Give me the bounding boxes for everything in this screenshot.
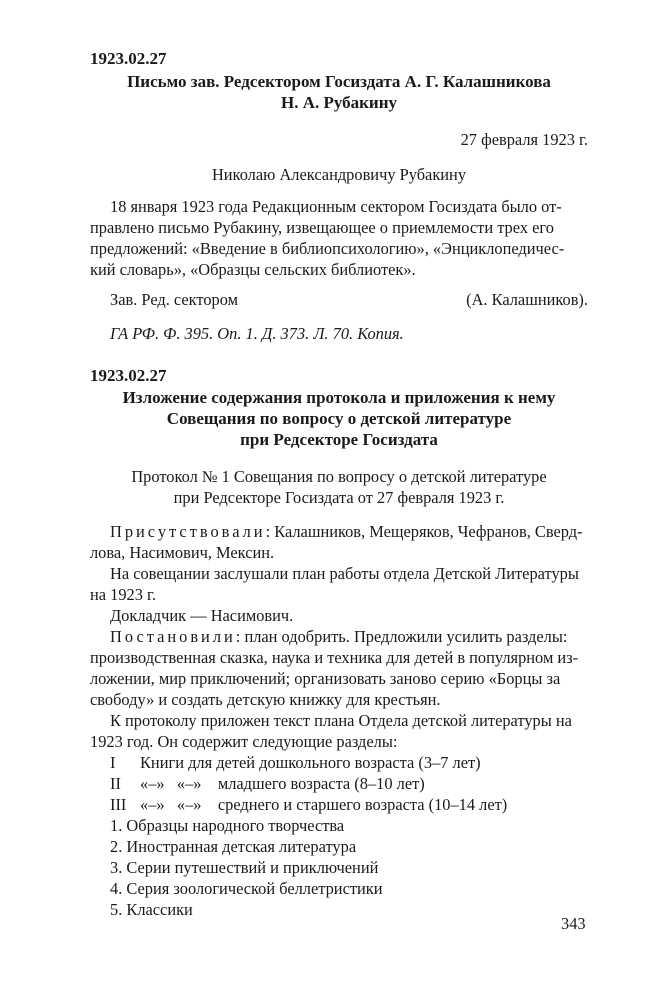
doc1-body-line1: 18 января 1923 года Редакционным сектором Госиздата было от- [110, 197, 562, 216]
doc2-title [90, 387, 588, 450]
doc1-signature-position: Зав. Ред. сектором [110, 290, 239, 309]
doc2-resolved-line1 [90, 626, 588, 647]
section-text: «–» «–» младшего возраста (8–10 лет) [140, 774, 425, 793]
section-row [90, 794, 588, 815]
doc1-body [90, 196, 588, 280]
page-content [90, 48, 588, 920]
doc2-present-line2: лова, Насимович, Мексин. [90, 543, 275, 562]
list-item: 1. Образцы народного творчества [110, 816, 345, 835]
list-item: 4. Серия зоологической беллетристики [110, 879, 383, 898]
doc1-addressee: Николаю Александровичу Рубакину [211, 165, 467, 184]
doc1-date: 1923.02.27 [90, 49, 167, 68]
doc2-present-line1 [90, 521, 588, 542]
doc1-body-line3: предложений: «Введение в библиопсихологию», «Энциклопедичес- [90, 239, 565, 258]
doc2-resolved-line4: свободу» и создать детскую книжку для крестьян. [90, 690, 441, 709]
doc1-title-line2: Н. А. Рубакину [280, 93, 398, 112]
page-number: 343 [561, 914, 586, 933]
doc2-speaker: Докладчик — Насимович. [110, 606, 294, 625]
doc1-signature-name: (А. Калашников). [466, 290, 588, 309]
doc2-resolved-label: Постановили [110, 627, 236, 646]
doc2-sections [90, 752, 588, 815]
doc2-resolved-text: : план одобрить. Предложили усилить разделы: [235, 627, 568, 646]
doc1-signature [90, 289, 588, 310]
section-num: I [110, 753, 116, 772]
section-num: III [110, 795, 127, 814]
doc1-title-line1: Письмо зав. Редсектором Госиздата А. Г. Калашникова [127, 72, 551, 91]
doc2-attach-line1: К протоколу приложен текст плана Отдела детской литературы на [110, 711, 572, 730]
doc2-present-label: Присутствовали [110, 522, 266, 541]
doc1-body-line4: кий словарь», «Образцы сельских библиотек». [90, 260, 416, 279]
doc2-items [90, 815, 588, 920]
doc2-title-line1: Изложение содержания протокола и приложения к нему [122, 388, 556, 407]
doc2-heard-line1: На совещании заслушали план работы отдела Детской Литературы [110, 564, 579, 583]
section-row [90, 752, 588, 773]
doc2-resolved [90, 626, 588, 710]
list-item: 5. Классики [110, 900, 193, 919]
doc2-present-names: : Калашников, Мещеряков, Чефранов, Сверд- [265, 522, 583, 541]
doc2-resolved-line3: ложении, мир приключений; организовать заново серию «Борцы за [90, 669, 561, 688]
doc1-title [90, 71, 588, 113]
doc1-dateline: 27 февраля 1923 г. [460, 130, 588, 149]
section-text: «–» «–» среднего и старшего возраста (10–14 лет) [140, 795, 508, 814]
doc2-subtitle [90, 466, 588, 508]
section-text: Книги для детей дошкольного возраста (3–7 лет) [140, 753, 481, 772]
doc2-present [90, 521, 588, 563]
list-item: 3. Серии путешествий и приключений [110, 858, 379, 877]
section-row [90, 773, 588, 794]
doc2-subtitle-line2: при Редсекторе Госиздата от 27 февраля 1923 г. [173, 488, 505, 507]
doc1-body-line2: правлено письмо Рубакину, извещающее о приемлемости трех его [90, 218, 554, 237]
doc2-subtitle-line1: Протокол № 1 Совещания по вопросу о детской литературе [131, 467, 547, 486]
section-num: II [110, 774, 121, 793]
doc2-resolved-line2: производственная сказка, наука и техника для детей в популярном из- [90, 648, 579, 667]
list-item: 2. Иностранная детская литература [110, 837, 357, 856]
doc2-date: 1923.02.27 [90, 366, 167, 385]
doc2-heard-line2: на 1923 г. [90, 585, 156, 604]
doc2-title-line3: при Редсекторе Госиздата [240, 430, 438, 449]
doc1-source: ГА РФ. Ф. 395. Оп. 1. Д. 373. Л. 70. Копия. [110, 324, 404, 343]
doc2-heard [90, 563, 588, 605]
doc2-title-line2: Совещания по вопросу о детской литературе [166, 409, 512, 428]
doc2-attachment [90, 710, 588, 752]
doc2-attach-line2: 1923 год. Он содержит следующие разделы: [90, 732, 398, 751]
